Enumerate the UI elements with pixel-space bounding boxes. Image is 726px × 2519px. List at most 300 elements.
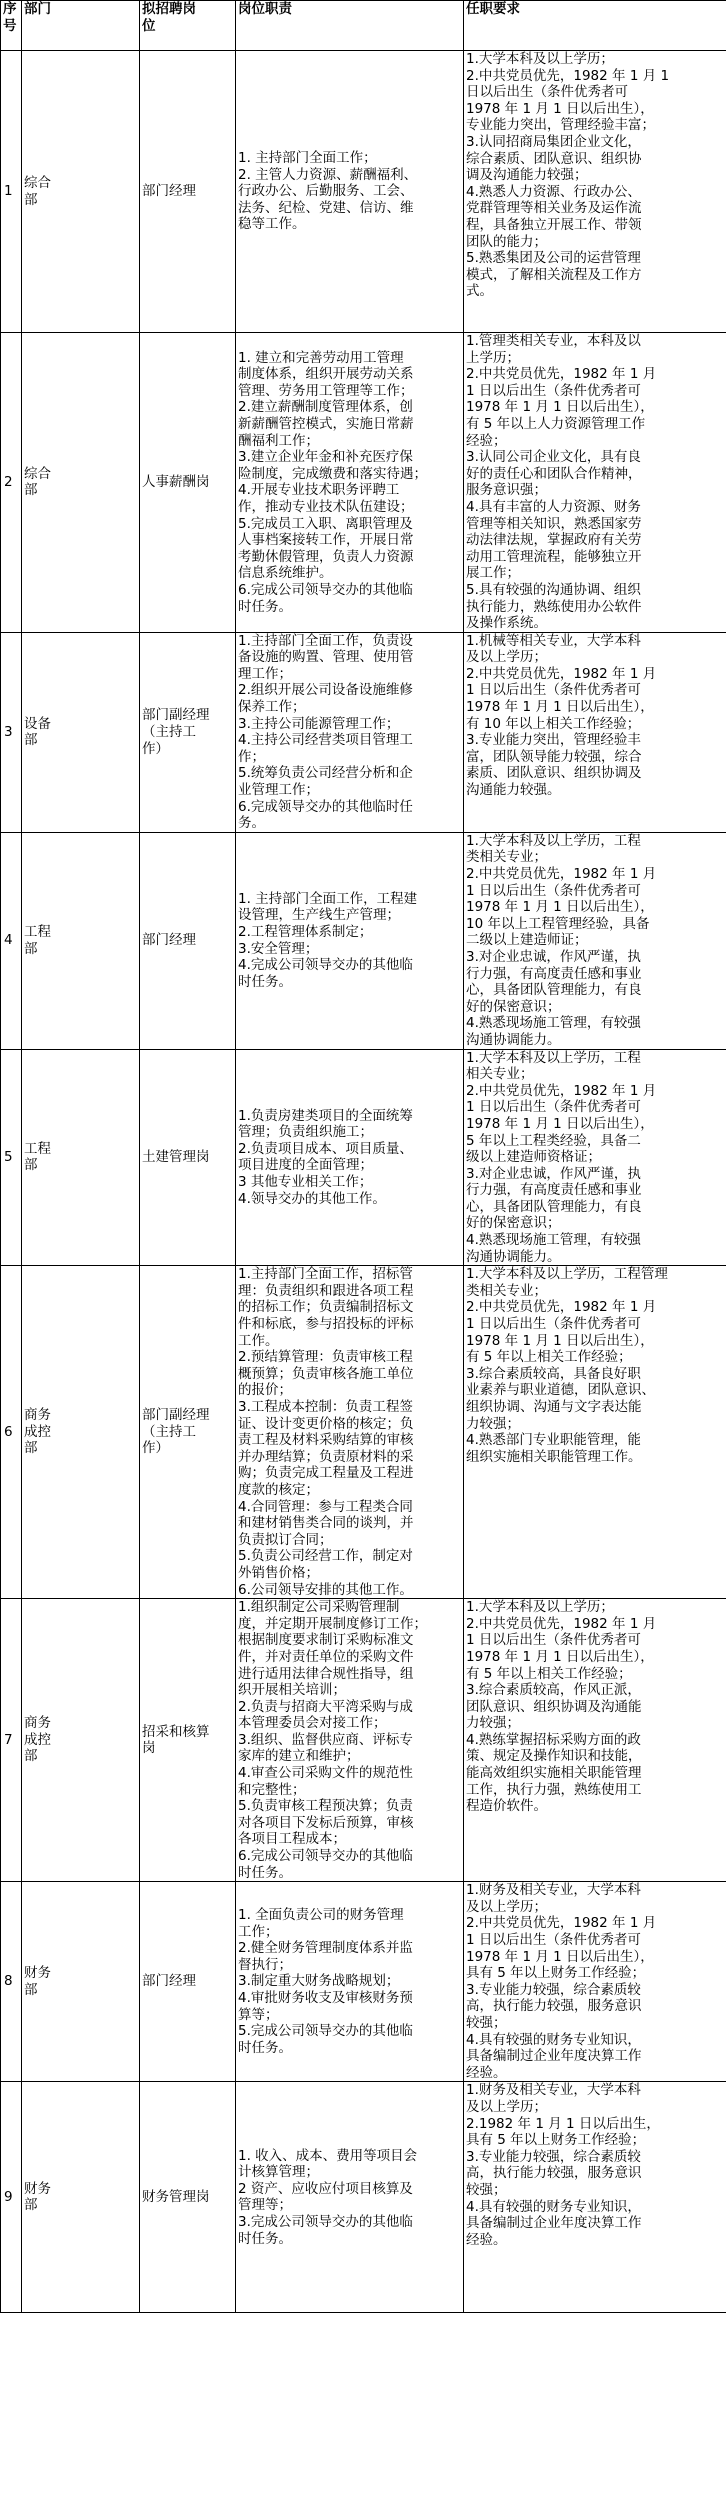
requirements-cell-line: 3.认同公司企业文化，具有良 xyxy=(466,449,641,466)
duties-cell-line: 5.负责审核工程预决算；负责 xyxy=(238,1798,413,1815)
requirements-cell-line: 高，执行能力较强，服务意识 xyxy=(466,1998,642,2015)
duties-cell-line: 6.公司领导安排的其他工作。 xyxy=(238,1581,413,1598)
requirements-cell xyxy=(464,2082,726,2313)
requirements-cell-line: 3.对企业忠诚，作风严谨，执 xyxy=(466,948,641,965)
header-reqs xyxy=(464,1,726,51)
department-cell xyxy=(22,51,140,333)
row-number xyxy=(1,832,22,1049)
duties-cell-line: 理工作； xyxy=(238,665,292,682)
duties-cell-line: 负责拟订合同； xyxy=(238,1531,333,1548)
duties-cell-line: 4.开展专业技术职务评聘工 xyxy=(238,482,400,499)
row-number-line: 3 xyxy=(4,723,13,740)
requirements-cell-line: 业素养与职业道德，团队意识、 xyxy=(466,1382,655,1399)
requirements-cell-line: 1.财务及相关专业，大学本科 xyxy=(466,2082,641,2099)
requirements-cell-line: 1978 年 1 月 1 日以后出生）， xyxy=(466,1648,654,1665)
table-row xyxy=(1,832,726,1049)
requirements-cell-line: 有 10 年以上相关工作经验； xyxy=(466,715,641,732)
duties-cell-line: 1.负责房建类项目的全面统筹 xyxy=(238,1107,413,1124)
duties-cell-line: 6.完成公司领导交办的其他临 xyxy=(238,1848,413,1865)
position-cell-line: 财务管理岗 xyxy=(142,2189,210,2206)
position-cell xyxy=(140,1266,236,1599)
row-number xyxy=(1,1882,22,2082)
requirements-cell-line: 上学历； xyxy=(466,349,520,366)
duties-cell-line: 信息系统维护。 xyxy=(238,565,333,582)
requirements-cell-line: 较强； xyxy=(466,2014,507,2031)
duties-cell-line: 业管理工作； xyxy=(238,782,319,799)
position-cell xyxy=(140,51,236,333)
duties-cell-line: 时任务。 xyxy=(238,2039,292,2056)
requirements-cell-line: 党群管理等相关业务及运作流 xyxy=(466,200,642,217)
duties-cell-line: 3.制定重大财务战略规划； xyxy=(238,1973,400,1990)
requirements-cell-line: 管理等相关知识，熟悉国家劳 xyxy=(466,515,642,532)
requirements-cell-line: 沟通能力较强。 xyxy=(466,782,561,799)
requirements-cell-line: 及以上学历； xyxy=(466,1898,547,1915)
requirements-cell-line: 3.综合素质较高，具备良好职 xyxy=(466,1365,641,1382)
duties-cell-line: 作，推动专业技术队伍建设； xyxy=(238,498,414,515)
duties-cell-line: 和完整性； xyxy=(238,1781,306,1798)
header-line: 任职要求 xyxy=(466,1,520,17)
duties-cell-line: 工作。 xyxy=(238,1332,279,1349)
duties-cell-line: 时任务。 xyxy=(238,598,292,615)
position-cell-line: 作） xyxy=(142,1440,169,1457)
duties-cell-line: 责工程及材料采购结算的审核 xyxy=(238,1432,414,1449)
position-cell-line: 岗 xyxy=(142,1740,156,1757)
duties-cell-line: 酬福利工作； xyxy=(238,432,319,449)
department-cell-line: 财务 xyxy=(24,1965,51,1982)
requirements-cell-line: 3.综合素质较高，作风正派， xyxy=(466,1682,641,1699)
duties-cell-line: 6.完成公司领导交办的其他临 xyxy=(238,581,413,598)
requirements-cell-line: 好的责任心和团队合作精神， xyxy=(466,465,642,482)
duties-cell-line: 证、设计变更价格的核定；负 xyxy=(238,1415,414,1432)
duties-cell-line: 对各项目下发标后预算，审核 xyxy=(238,1814,414,1831)
department-cell xyxy=(22,333,140,633)
duties-cell-line: 保养工作； xyxy=(238,699,306,716)
requirements-cell-line: 1 日以后出生（条件优秀者可 xyxy=(466,882,641,899)
duties-cell-line: 3.安全管理； xyxy=(238,940,319,957)
row-number xyxy=(1,632,22,832)
header-line: 部门 xyxy=(24,1,51,17)
duties-cell-line: 家库的建立和维护； xyxy=(238,1748,360,1765)
duties-cell-line: 3.完成公司领导交办的其他临 xyxy=(238,2213,413,2230)
requirements-cell-line: 策、规定及操作知识和技能， xyxy=(466,1748,642,1765)
requirements-cell-line: 具备编制过企业年度决算工作 xyxy=(466,2048,642,2065)
duties-cell-line: 的报价； xyxy=(238,1382,292,1399)
requirements-cell-line: 及操作系统。 xyxy=(466,615,547,632)
requirements-cell-line: 5 年以上工程类经验，具备二 xyxy=(466,1132,641,1149)
requirements-cell-line: 1.机械等相关专业，大学本科 xyxy=(466,632,641,649)
department-cell-line: 部 xyxy=(24,732,38,749)
department-cell-line: 综合 xyxy=(24,174,51,191)
position-cell-line: 部门经理 xyxy=(142,183,196,200)
row-number xyxy=(1,2082,22,2313)
table-row xyxy=(1,1266,726,1599)
requirements-cell-line: 2.中共党员优先，1982 年 1 月 xyxy=(466,665,657,682)
requirements-cell-line: 1.大学本科及以上学历； xyxy=(466,51,614,67)
position-cell-line: 人事薪酬岗 xyxy=(142,474,210,491)
requirements-cell-line: 1.大学本科及以上学历，工程 xyxy=(466,832,641,849)
position-cell-line: 部门经理 xyxy=(142,932,196,949)
duties-cell-line: 4.审查公司采购文件的规范性 xyxy=(238,1765,413,1782)
requirements-cell-line: 综合素质、团队意识、组织协 xyxy=(466,150,642,167)
duties-cell-line: 1. 收入、成本、费用等项目会 xyxy=(238,2147,418,2164)
duties-cell-line: 管理；负责组织施工； xyxy=(238,1124,373,1141)
department-cell-line: 成控 xyxy=(24,1731,51,1748)
requirements-cell-line: 经验。 xyxy=(466,2064,507,2081)
row-number xyxy=(1,333,22,633)
requirements-cell-line: 1.大学本科及以上学历； xyxy=(466,1599,614,1616)
duties-cell-line: 4.合同管理：参与工程类合同 xyxy=(238,1498,413,1515)
duties-cell-line: 理：负责组织和跟进各项工程 xyxy=(238,1282,414,1299)
duties-cell-line: 督执行； xyxy=(238,1956,292,1973)
duties-cell-line: 管理等； xyxy=(238,2197,292,2214)
duties-cell-line: 考勤休假管理，负责人力资源 xyxy=(238,548,414,565)
duties-cell-line: 2. 主管人力资源、薪酬福利、 xyxy=(238,166,418,183)
department-cell xyxy=(22,1266,140,1599)
requirements-cell xyxy=(464,632,726,832)
duties-cell-line: 务。 xyxy=(238,815,265,832)
duties-cell-line: 险制度，完成缴费和落实待遇； xyxy=(238,465,427,482)
table-row xyxy=(1,632,726,832)
requirements-cell-line: 具备编制过企业年度决算工作 xyxy=(466,2215,642,2232)
requirements-cell-line: 有 5 年以上人力资源管理工作 xyxy=(466,415,646,432)
duties-cell-line: 外销售价格； xyxy=(238,1564,319,1581)
requirements-cell-line: 执行能力，熟练使用办公软件 xyxy=(466,598,642,615)
row-number-line: 7 xyxy=(4,1731,13,1748)
requirements-cell-line: 1.大学本科及以上学历，工程管理 xyxy=(466,1266,668,1283)
position-cell xyxy=(140,1882,236,2082)
duties-cell-line: 1. 建立和完善劳动用工管理 xyxy=(238,349,404,366)
duties-cell-line: 进行适用法律合规性指导，组 xyxy=(238,1665,414,1682)
duties-cell-line: 并办理结算；负责原材料的采 xyxy=(238,1448,414,1465)
requirements-cell-line: 1 日以后出生（条件优秀者可 xyxy=(466,1632,641,1649)
requirements-cell-line: 行力强，有高度责任感和事业 xyxy=(466,1182,642,1199)
duties-cell xyxy=(236,1049,464,1266)
position-cell xyxy=(140,832,236,1049)
duties-cell-line: 2.健全财务管理制度体系并监 xyxy=(238,1940,413,1957)
duties-cell-line: 法务、纪检、党建、信访、维 xyxy=(238,199,414,216)
requirements-cell-line: 有 5 年以上相关工作经验； xyxy=(466,1665,632,1682)
department-cell-line: 部 xyxy=(24,1157,38,1174)
duties-cell-line: 4.主持公司经营类项目管理工 xyxy=(238,732,413,749)
table-row xyxy=(1,51,726,333)
position-cell xyxy=(140,1599,236,1882)
requirements-cell xyxy=(464,1266,726,1599)
duties-cell xyxy=(236,1599,464,1882)
header-dept xyxy=(22,1,140,51)
department-cell-line: 部 xyxy=(24,2197,38,2214)
header-line: 位 xyxy=(142,17,156,34)
requirements-cell-line: 4.具有丰富的人力资源、财务 xyxy=(466,498,641,515)
duties-cell-line: 件和标底，参与招投标的评标 xyxy=(238,1316,414,1333)
requirements-cell-line: 4.具有较强的财务专业知识， xyxy=(466,2198,641,2215)
requirements-cell-line: 具有 5 年以上财务工作经验； xyxy=(466,1965,646,1982)
requirements-cell-line: 日以后出生（条件优秀者可 xyxy=(466,84,628,101)
duties-cell-line: 5.完成员工入职、离职管理及 xyxy=(238,515,413,532)
duties-cell-line: 2.工程管理体系制定； xyxy=(238,924,373,941)
header-line: 号 xyxy=(3,17,17,34)
duties-cell-line: 根据制度要求制订采购标准文 xyxy=(238,1632,414,1649)
requirements-cell-line: 组织协调、沟通与文字表达能 xyxy=(466,1399,642,1415)
header-post xyxy=(140,1,236,51)
duties-cell-line: 4.领导交办的其他工作。 xyxy=(238,1190,386,1207)
row-number xyxy=(1,1599,22,1882)
row-number-line: 5 xyxy=(4,1149,13,1166)
requirements-cell-line: 3.认同招商局集团企业文化， xyxy=(466,133,641,150)
requirements-cell-line: 4.熟悉部门专业职能管理，能 xyxy=(466,1432,641,1449)
department-cell xyxy=(22,1599,140,1882)
header-no xyxy=(1,1,22,51)
duties-cell-line: 4.完成公司领导交办的其他临 xyxy=(238,957,413,974)
department-cell-line: 部 xyxy=(24,1748,38,1765)
department-cell-line: 成控 xyxy=(24,1423,51,1440)
requirements-cell-line: 2.中共党员优先，1982 年 1 月 xyxy=(466,1915,657,1932)
requirements-cell-line: 具有 5 年以上财务工作经验； xyxy=(466,2132,646,2149)
requirements-cell xyxy=(464,832,726,1049)
requirements-cell-line: 1978 年 1 月 1 日以后出生）， xyxy=(466,100,654,117)
requirements-cell-line: 力较强； xyxy=(466,1715,520,1732)
header-line: 岗位职责 xyxy=(238,1,292,17)
requirements-cell-line: 2.中共党员优先，1982 年 1 月 xyxy=(466,1299,657,1316)
row-number-line: 6 xyxy=(4,1423,13,1440)
department-cell-line: 工程 xyxy=(24,1140,51,1157)
requirements-cell-line: 1 日以后出生（条件优秀者可 xyxy=(466,382,641,399)
duties-cell-line: 5.完成公司领导交办的其他临 xyxy=(238,2023,413,2040)
requirements-cell-line: 组织实施相关职能管理工作。 xyxy=(466,1448,642,1465)
department-cell-line: 部 xyxy=(24,1440,38,1457)
row-number-line: 2 xyxy=(4,474,13,491)
requirements-cell-line: 2.中共党员优先，1982 年 1 月 xyxy=(466,366,657,383)
department-cell xyxy=(22,2082,140,2313)
requirements-cell-line: 好的保密意识； xyxy=(466,1215,561,1232)
duties-cell-line: 新薪酬管控模式，实施日常薪 xyxy=(238,415,414,432)
requirements-cell-line: 2.1982 年 1 月 1 日以后出生， xyxy=(466,2115,660,2132)
duties-cell-line: 制度体系，组织开展劳动关系 xyxy=(238,366,414,383)
duties-cell-line: 时任务。 xyxy=(238,973,292,990)
requirements-cell-line: 2.中共党员优先，1982 年 1 月 1 xyxy=(466,67,670,84)
requirements-cell-line: 素质、团队意识、组织协调及 xyxy=(466,765,642,782)
requirements-cell-line: 专业能力突出，管理经验丰富； xyxy=(466,117,655,134)
duties-cell-line: 概预算；负责审核各施工单位 xyxy=(238,1365,414,1382)
duties-cell-line: 度，并定期开展制度修订工作； xyxy=(238,1615,427,1632)
duties-cell-line: 织开展相关培训； xyxy=(238,1682,346,1699)
requirements-cell-line: 展工作； xyxy=(466,565,520,582)
duties-cell xyxy=(236,2082,464,2313)
requirements-cell-line: 及以上学历； xyxy=(466,2098,547,2115)
requirements-cell-line: 1.大学本科及以上学历，工程 xyxy=(466,1049,641,1066)
position-cell-line: 部门经理 xyxy=(142,1973,196,1990)
duties-cell-line: 工作； xyxy=(238,1923,279,1940)
duties-cell-line: 管理、劳务用工管理等工作； xyxy=(238,382,414,399)
position-cell xyxy=(140,333,236,633)
requirements-cell-line: 工作，执行力强，熟练使用工 xyxy=(466,1781,642,1798)
duties-cell-line: 1. 主持部门全面工作； xyxy=(238,150,377,167)
duties-cell-line: 购；负责完成工程量及工程进 xyxy=(238,1465,414,1482)
duties-cell-line: 2.负责与招商大平湾采购与成 xyxy=(238,1698,413,1715)
duties-cell xyxy=(236,832,464,1049)
duties-cell-line: 1.主持部门全面工作，负责设 xyxy=(238,632,413,649)
requirements-cell-line: 4.熟练掌握招标采购方面的政 xyxy=(466,1731,641,1748)
department-cell-line: 部 xyxy=(24,191,38,208)
duties-cell-line: 2 资产、应收应付项目核算及 xyxy=(238,2180,413,2197)
requirements-cell-line: 3.专业能力较强，综合素质较 xyxy=(466,1981,641,1998)
duties-cell-line: 时任务。 xyxy=(238,1864,292,1881)
position-cell-line: （主持工 xyxy=(142,1423,196,1440)
duties-cell-line: 各项目工程成本； xyxy=(238,1831,346,1848)
requirements-cell-line: 4.具有较强的财务专业知识， xyxy=(466,2031,641,2048)
requirements-cell-line: 二级以上建造师证； xyxy=(466,932,588,949)
header-duties xyxy=(236,1,464,51)
requirements-cell-line: 1978 年 1 月 1 日以后出生）， xyxy=(466,699,654,716)
requirements-cell-line: 沟通协调能力。 xyxy=(466,1248,561,1265)
duties-cell-line: 3.建立企业年金和补充医疗保 xyxy=(238,449,413,466)
requirements-cell-line: 1978 年 1 月 1 日以后出生）， xyxy=(466,399,654,416)
requirements-cell-line: 1978 年 1 月 1 日以后出生）， xyxy=(466,1332,654,1349)
duties-cell-line: 2.负责项目成本、项目质量、 xyxy=(238,1140,413,1157)
duties-cell-line: 人事档案接转工作，开展日常 xyxy=(238,532,414,549)
department-cell-line: 设备 xyxy=(24,715,51,732)
department-cell xyxy=(22,1882,140,2082)
table-row xyxy=(1,1599,726,1882)
duties-cell-line: 5.负责公司经营工作，制定对 xyxy=(238,1548,413,1565)
duties-cell-line: 3.主持公司能源管理工作； xyxy=(238,715,400,732)
row-number-line: 4 xyxy=(4,932,13,949)
requirements-cell-line: 程，具备独立开展工作、带领 xyxy=(466,216,642,233)
position-cell xyxy=(140,2082,236,2313)
duties-cell-line: 1. 主持部门全面工作，工程建 xyxy=(238,890,418,907)
department-cell-line: 综合 xyxy=(24,465,51,482)
requirements-cell xyxy=(464,51,726,333)
requirements-cell-line: 3.专业能力较强，综合素质较 xyxy=(466,2148,641,2165)
requirements-cell-line: 式。 xyxy=(466,283,493,300)
requirements-cell-line: 行力强，有高度责任感和事业 xyxy=(466,965,642,982)
table-row xyxy=(1,1049,726,1266)
table-row xyxy=(1,333,726,633)
requirements-cell-line: 好的保密意识； xyxy=(466,998,561,1015)
duties-cell-line: 时任务。 xyxy=(238,2230,292,2247)
row-number xyxy=(1,1266,22,1599)
requirements-cell-line: 较强； xyxy=(466,2181,507,2198)
requirements-cell-line: 1978 年 1 月 1 日以后出生）， xyxy=(466,899,654,916)
requirements-cell xyxy=(464,333,726,633)
header-line: 序 xyxy=(3,1,17,17)
requirements-cell xyxy=(464,1599,726,1882)
row-number xyxy=(1,1049,22,1266)
department-cell xyxy=(22,1049,140,1266)
row-number-line: 9 xyxy=(4,2189,13,2206)
requirements-cell-line: 团队意识、组织协调及沟通能 xyxy=(466,1698,642,1715)
duties-cell xyxy=(236,333,464,633)
requirements-cell-line: 2.中共党员优先，1982 年 1 月 xyxy=(466,866,657,882)
department-cell-line: 财务 xyxy=(24,2180,51,2197)
requirements-cell-line: 富，团队领导能力较强，综合 xyxy=(466,748,642,765)
requirements-cell-line: 能高效组织实施相关职能管理 xyxy=(466,1765,642,1782)
requirements-cell-line: 2.中共党员优先，1982 年 1 月 xyxy=(466,1082,657,1099)
requirements-cell-line: 类相关专业； xyxy=(466,1282,547,1299)
requirements-cell-line: 3.对企业忠诚，作风严谨，执 xyxy=(466,1165,641,1182)
requirements-cell-line: 心，具备团队管理能力，有良 xyxy=(466,982,642,999)
requirements-cell-line: 4.熟悉人力资源、行政办公、 xyxy=(466,183,641,200)
row-number-line: 1 xyxy=(4,183,13,200)
position-cell-line: 土建管理岗 xyxy=(142,1149,210,1166)
duties-cell-line: 3.组织、监督供应商、评标专 xyxy=(238,1731,413,1748)
duties-cell-line: 5.统筹负责公司经营分析和企 xyxy=(238,765,413,782)
department-cell-line: 商务 xyxy=(24,1715,51,1732)
requirements-cell-line: 10 年以上工程管理经验，具备 xyxy=(466,915,650,932)
row-number xyxy=(1,51,22,333)
position-cell-line: 招采和核算 xyxy=(142,1723,210,1740)
duties-cell-line: 和建材销售类合同的谈判，并 xyxy=(238,1515,414,1532)
duties-cell-line: 2.建立薪酬制度管理体系，创 xyxy=(238,399,413,416)
duties-cell-line: 1. 全面负责公司的财务管理 xyxy=(238,1907,404,1924)
duties-cell-line: 计核算管理； xyxy=(238,2164,319,2181)
requirements-cell-line: 4.熟悉现场施工管理，有较强 xyxy=(466,1232,641,1249)
requirements-cell-line: 3.专业能力突出，管理经验丰 xyxy=(466,732,641,749)
requirements-cell-line: 1.财务及相关专业，大学本科 xyxy=(466,1882,641,1899)
position-cell-line: （主持工 xyxy=(142,723,196,740)
requirements-cell-line: 1 日以后出生（条件优秀者可 xyxy=(466,1932,641,1948)
duties-cell-line: 的招标工作；负责编制招标文 xyxy=(238,1299,414,1316)
department-cell-line: 工程 xyxy=(24,924,51,941)
requirements-cell-line: 程造价软件。 xyxy=(466,1798,547,1815)
header-row xyxy=(1,1,726,51)
duties-cell-line: 度款的核定； xyxy=(238,1481,319,1498)
requirements-cell-line: 经验； xyxy=(466,432,507,449)
table-row xyxy=(1,1882,726,2082)
requirements-cell-line: 1978 年 1 月 1 日以后出生）， xyxy=(466,1115,654,1132)
requirements-cell-line: 2.中共党员优先，1982 年 1 月 xyxy=(466,1615,657,1632)
requirements-cell-line: 动用工管理流程，能够独立开 xyxy=(466,548,642,565)
duties-cell xyxy=(236,1882,464,2082)
duties-cell-line: 4.审批财务收支及审核财务预 xyxy=(238,1990,413,2007)
requirements-cell-line: 模式，了解相关流程及工作方 xyxy=(466,266,642,283)
requirements-cell-line: 力较强； xyxy=(466,1415,520,1432)
requirements-cell-line: 心，具备团队管理能力，有良 xyxy=(466,1198,642,1215)
requirements-cell-line: 5.熟悉集团及公司的运营管理 xyxy=(466,250,641,267)
requirements-cell-line: 高，执行能力较强，服务意识 xyxy=(466,2165,642,2182)
duties-cell-line: 备设施的购置、管理、使用管 xyxy=(238,649,414,666)
duties-cell xyxy=(236,632,464,832)
duties-cell xyxy=(236,51,464,333)
requirements-cell-line: 1 日以后出生（条件优秀者可 xyxy=(466,1316,641,1333)
department-cell-line: 部 xyxy=(24,482,38,499)
department-cell xyxy=(22,832,140,1049)
department-cell-line: 商务 xyxy=(24,1407,51,1424)
duties-cell-line: 6.完成领导交办的其他临时任 xyxy=(238,798,413,815)
requirements-cell-line: 1978 年 1 月 1 日以后出生）， xyxy=(466,1948,654,1965)
position-cell-line: 作） xyxy=(142,740,169,757)
requirements-cell xyxy=(464,1882,726,2082)
department-cell-line: 部 xyxy=(24,1981,38,1998)
requirements-cell-line: 1.管理类相关专业，本科及以 xyxy=(466,333,641,349)
row-number-line: 8 xyxy=(4,1973,13,1990)
position-cell xyxy=(140,632,236,832)
requirements-cell-line: 级以上建造师资格证； xyxy=(466,1149,601,1166)
duties-cell-line: 3 其他专业相关工作； xyxy=(238,1173,373,1190)
duties-cell-line: 3.工程成本控制：负责工程签 xyxy=(238,1399,413,1415)
duties-cell-line: 算等； xyxy=(238,2006,279,2023)
requirements-cell-line: 调及沟通能力较强； xyxy=(466,167,588,184)
requirements-cell-line: 沟通协调能力。 xyxy=(466,1031,561,1048)
requirements-cell-line: 相关专业； xyxy=(466,1066,534,1083)
requirements-cell-line: 4.熟悉现场施工管理，有较强 xyxy=(466,1015,641,1032)
department-cell-line: 部 xyxy=(24,940,38,957)
duties-cell-line: 2.组织开展公司设备设施维修 xyxy=(238,682,413,699)
requirements-cell-line: 1 日以后出生（条件优秀者可 xyxy=(466,1099,641,1116)
duties-cell-line: 项目进度的全面管理； xyxy=(238,1157,373,1174)
requirements-cell-line: 及以上学历； xyxy=(466,649,547,666)
requirements-cell xyxy=(464,1049,726,1266)
table-row xyxy=(1,2082,726,2313)
